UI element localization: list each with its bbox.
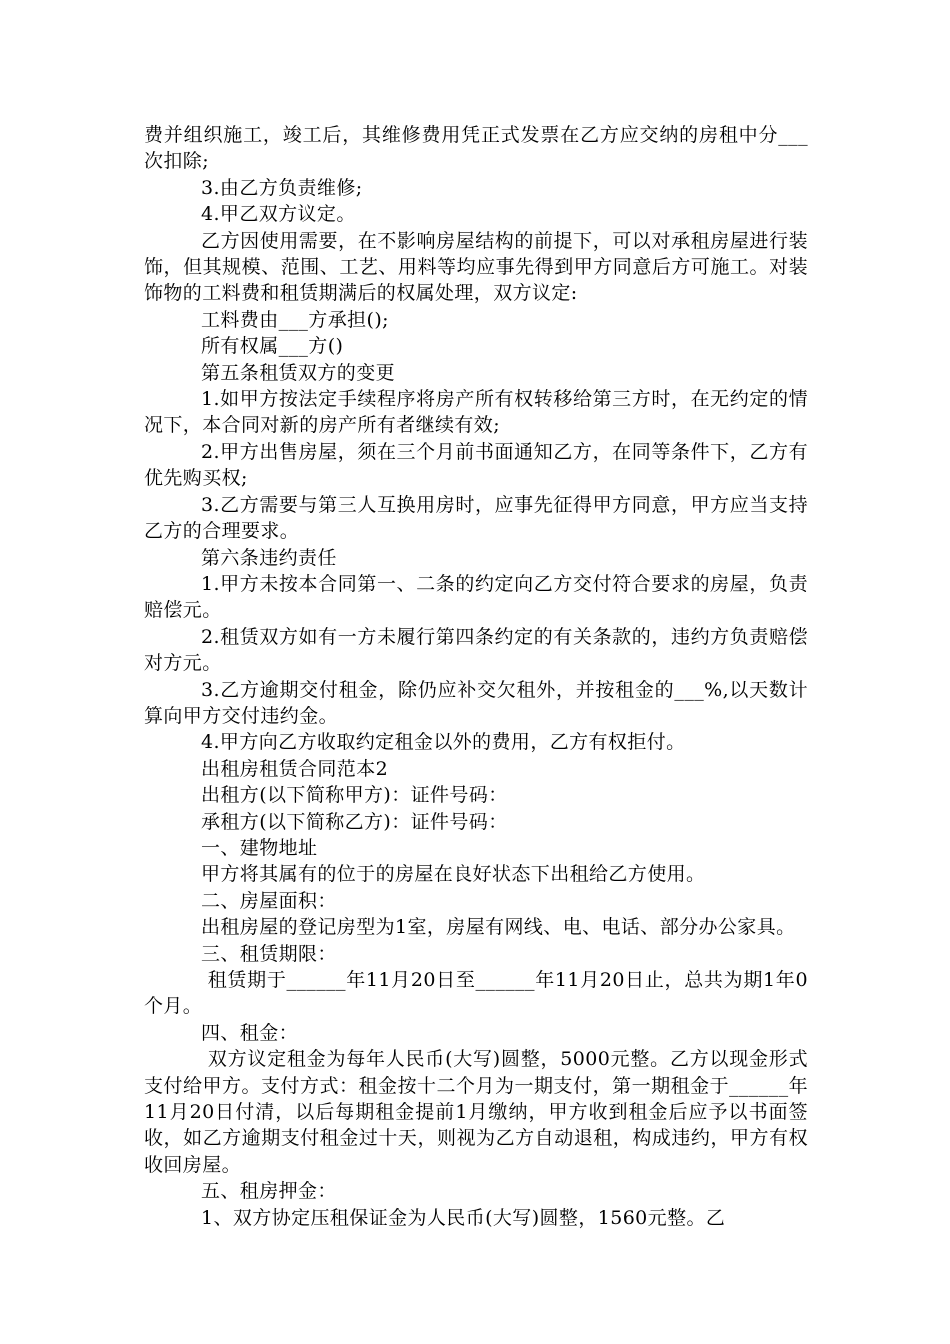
paragraph: 3.由乙方负责维修; xyxy=(201,176,363,199)
paragraph: 4.甲乙双方议定。 xyxy=(201,203,356,226)
paragraph: 3.乙方逾期交付租金，除仍应补交欠租外，并按租金的___%,以天数计算向甲方交付违约金。 xyxy=(144,678,808,727)
paragraph: 工料费由___方承担(); xyxy=(201,308,389,331)
paragraph: 乙方因使用需要，在不影响房屋结构的前提下，可以对承租房屋进行装饰，但其规模、范围、工艺、用料等均应事先得到甲方同意后方可施工。对装饰物的工料费和租赁期满后的权属处理，双方议定: xyxy=(144,229,808,305)
paragraph: 出租方(以下简称甲方)：证件号码： xyxy=(201,784,508,807)
paragraph: 费并组织施工，竣工后，其维修费用凭正式发票在乙方应交纳的房租中分___次扣除; xyxy=(144,124,808,173)
paragraph: 所有权属___方() xyxy=(201,335,344,358)
paragraph: 承租方(以下简称乙方)：证件号码： xyxy=(201,810,508,833)
paragraph: 1.甲方未按本合同第一、二条的约定向乙方交付符合要求的房屋，负责赔偿元。 xyxy=(144,572,808,622)
paragraph: 2.甲方出售房屋，须在三个月前书面通知乙方，在同等条件下，乙方有优先购买权; xyxy=(144,440,808,490)
paragraph: 3.乙方需要与第三人互换用房时，应事先征得甲方同意，甲方应当支持乙方的合理要求。 xyxy=(144,493,808,543)
paragraph: 双方议定租金为每年人民币(大写)圆整，5000元整。乙方以现金形式支付给甲方。支付方式：租金按十二个月为一期支付，第一期租金于______年11月20日付清，以后每期租金提前1月缴纳，甲方收到租金后应予以书面签收，如乙方逾期支付租金过十天，则视为乙方自动退租，构成违约，甲方有权收回房屋。 xyxy=(144,1048,808,1176)
paragraph: 4.甲方向乙方收取约定租金以外的费用，乙方有权拒付。 xyxy=(201,731,686,754)
document-page xyxy=(144,122,808,1231)
paragraph: 1.如甲方按法定手续程序将房产所有权转移给第三方时，在无约定的情况下，本合同对新的房产所有者继续有效; xyxy=(144,388,808,437)
section-heading: 第五条租赁双方的变更 xyxy=(201,361,396,384)
paragraph: 出租房屋的登记房型为1室，房屋有网线、电、电话、部分办公家具。 xyxy=(201,916,796,939)
section-heading: 四、租金： xyxy=(201,1021,299,1044)
paragraph: 甲方将其属有的位于的房屋在良好状态下出租给乙方使用。 xyxy=(201,863,706,886)
section-heading: 第六条违约责任 xyxy=(201,546,337,569)
paragraph: 2.租赁双方如有一方未履行第四条约定的有关条款的，违约方负责赔偿对方元。 xyxy=(144,625,808,675)
section-heading: 五、租房押金： xyxy=(201,1180,337,1203)
section-heading: 出租房租赁合同范本2 xyxy=(201,757,389,780)
section-heading: 三、租赁期限： xyxy=(201,942,337,965)
section-heading: 一、建物地址 xyxy=(201,836,318,859)
section-heading: 二、房屋面积： xyxy=(201,889,337,912)
paragraph: 租赁期于______年11月20日至______年11月20日止，总共为期1年0个月。 xyxy=(144,969,808,1018)
paragraph: 1、双方协定压租保证金为人民币(大写)圆整，1560元整。乙 xyxy=(201,1206,726,1229)
